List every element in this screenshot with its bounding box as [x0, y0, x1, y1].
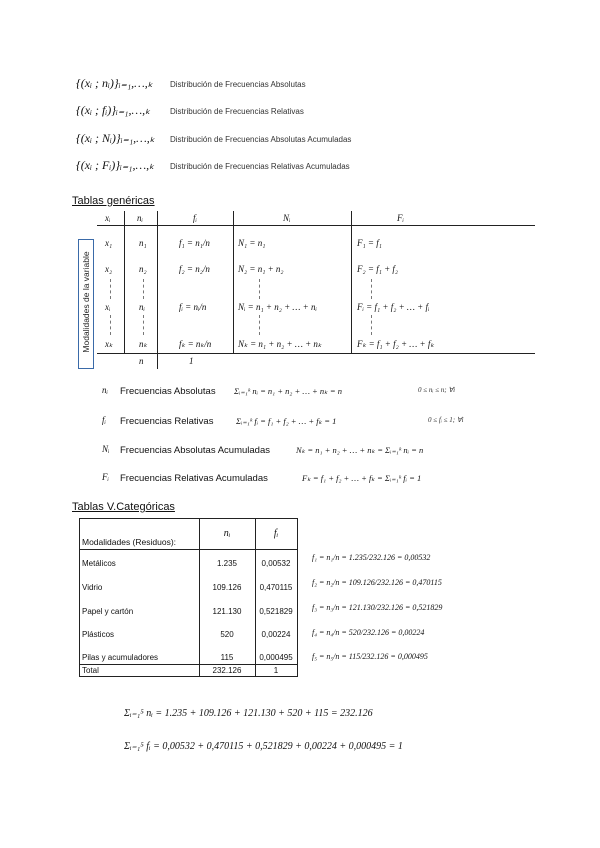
legend-condition: 0 ≤ nᵢ ≤ n; ∀i — [418, 386, 456, 394]
row-ni: 115 — [220, 653, 234, 662]
total-f: 1 — [189, 356, 194, 366]
legend-absolute — [96, 381, 516, 403]
ellipsis-line — [143, 279, 144, 299]
row-ni: 1.235 — [216, 559, 238, 568]
legend-label: Frecuencias Absolutas — [120, 386, 216, 397]
header-N: Nᵢ — [283, 213, 291, 223]
legend-label: Frecuencias Relativas Acumuladas — [120, 473, 268, 484]
cell-xi: xᵢ — [105, 302, 111, 312]
row-fi: 0,00532 — [261, 559, 291, 568]
cell-ni: nᵢ — [139, 302, 145, 312]
row-label: Papel y cartón — [82, 607, 134, 616]
legend-absolute-cumulative — [96, 440, 516, 462]
row-fi: 0,00224 — [261, 630, 291, 639]
legend-condition: 0 ≤ fᵢ ≤ 1; ∀i — [428, 416, 464, 424]
cell-Fi: Fᵢ = f₁ + f₂ + … + fᵢ — [357, 302, 430, 312]
cell-f2: f₂ = n₂/n — [179, 264, 210, 274]
modalities-box — [78, 239, 94, 369]
cell-fi: fᵢ = nᵢ/n — [179, 302, 207, 312]
distribution-notation: {(xᵢ ; Fᵢ)}ᵢ₌₁,…,ₖ — [76, 158, 155, 172]
row-ni: 121.130 — [212, 607, 242, 616]
total-label: Total — [82, 666, 99, 675]
generic-frequency-table — [75, 211, 535, 369]
legend-symbol: fᵢ — [102, 415, 106, 425]
modalities-label: Modalidades de la variable — [81, 251, 91, 353]
cell-F2: F₂ = f₁ + f₂ — [357, 264, 399, 274]
cell-N1: N₁ = n₁ — [238, 238, 266, 248]
row-fi: 0,521829 — [259, 607, 293, 616]
distribution-notation: {(xᵢ ; fᵢ)}ᵢ₌₁,…,ₖ — [76, 103, 151, 117]
legend-formula: Nₖ = n₁ + n₂ + … + nₖ = Σᵢ₌₁ᵏ nᵢ = n — [296, 445, 424, 455]
row-label: Pilas y acumuladores — [82, 653, 159, 662]
legend-label: Frecuencias Relativas — [120, 416, 214, 427]
column-divider — [233, 211, 234, 353]
ellipsis-line — [371, 279, 372, 299]
cell-Fk: Fₖ = f₁ + f₂ + … + fₖ — [357, 339, 435, 349]
distribution-relative — [76, 103, 496, 123]
row-label: Metálicos — [82, 559, 116, 568]
total-rule — [80, 664, 297, 665]
legend-label: Frecuencias Absolutas Acumuladas — [120, 445, 270, 456]
distribution-label: Distribución de Frecuencias Absolutas — [170, 80, 306, 89]
distribution-label: Distribución de Frecuencias Absolutas Acumuladas — [170, 135, 352, 144]
cell-Ni: Nᵢ = n₁ + n₂ + … + nᵢ — [238, 302, 317, 312]
header-fi: fᵢ — [273, 528, 279, 539]
header-f: fᵢ — [193, 213, 197, 223]
distribution-label: Distribución de Frecuencias Relativas — [170, 107, 304, 116]
total-fi: 1 — [273, 666, 279, 675]
row-label: Vidrio — [82, 583, 103, 592]
cell-Nk: Nₖ = n₁ + n₂ + … + nₖ — [238, 339, 322, 349]
ellipsis-line — [259, 315, 260, 335]
ellipsis-line — [110, 315, 111, 335]
distribution-notation: {(xᵢ ; nᵢ)}ᵢ₌₁,…,ₖ — [76, 76, 153, 90]
cell-nk: nₖ — [139, 339, 148, 349]
categorical-table — [79, 518, 298, 677]
sum-fi: Σᵢ₌₁⁵ fᵢ = 0,00532 + 0,470115 + 0,521829 + 0,00224 + 0,000495 = 1 — [124, 741, 403, 752]
header-n: nᵢ — [137, 213, 143, 223]
calc-f5: f₅ = n₅/n = 115/232.126 = 0,000495 — [312, 652, 428, 661]
column-divider — [351, 211, 352, 353]
calc-f4: f₄ = n₄/n = 520/232.126 = 0,00224 — [312, 628, 425, 637]
ellipsis-line — [259, 279, 260, 299]
distribution-absolute — [76, 76, 496, 96]
header-rule — [80, 549, 297, 550]
ellipsis-line — [110, 279, 111, 299]
cell-n1: n₁ — [139, 238, 147, 248]
cell-n2: n₂ — [139, 264, 147, 274]
legend-formula: Σᵢ₌₁ᵏ fᵢ = f₁ + f₂ + … + fₖ = 1 — [236, 416, 337, 426]
calc-f3: f₃ = n₃/n = 121.130/232.126 = 0,521829 — [312, 603, 443, 612]
row-fi: 0,000495 — [259, 653, 293, 662]
row-ni: 109.126 — [212, 583, 242, 592]
cell-x1: x₁ — [105, 238, 113, 248]
cell-N2: N₂ = n₁ + n₂ — [238, 264, 284, 274]
header-ni: nᵢ — [223, 528, 231, 539]
distribution-label: Distribución de Frecuencias Relativas Acumuladas — [170, 162, 350, 171]
header-x: xᵢ — [105, 213, 111, 223]
header-F: Fᵢ — [397, 213, 404, 223]
row-label: Plásticos — [82, 630, 115, 639]
categorical-tables-title: Tablas V.Categóricas — [72, 501, 175, 513]
sum-ni: Σᵢ₌₁⁵ nᵢ = 1.235 + 109.126 + 121.130 + 520 + 115 = 232.126 — [124, 708, 373, 719]
total-rule — [97, 353, 535, 354]
total-ni: 232.126 — [212, 666, 242, 675]
calc-f1: f₁ = n₁/n = 1.235/232.126 = 0,00532 — [312, 553, 431, 562]
distribution-absolute-cumulative — [76, 131, 496, 151]
legend-formula: Fₖ = f₁ + f₂ + … + fₖ = Σᵢ₌₁ᵏ fᵢ = 1 — [302, 473, 422, 483]
legend-symbol: Fᵢ — [102, 472, 109, 482]
total-n: n — [139, 356, 144, 366]
header-modalities: Modalidades (Residuos): — [82, 537, 177, 547]
legend-symbol: nᵢ — [102, 385, 108, 395]
distribution-relative-cumulative — [76, 158, 496, 178]
row-fi: 0,470115 — [259, 583, 293, 592]
column-divider — [157, 211, 158, 369]
distribution-notation: {(xᵢ ; Nᵢ)}ᵢ₌₁,…,ₖ — [76, 131, 155, 145]
legend-symbol: Nᵢ — [102, 444, 110, 454]
row-ni: 520 — [220, 630, 234, 639]
legend-relative — [96, 411, 516, 433]
header-rule — [97, 225, 535, 226]
cell-xk: xₖ — [105, 339, 113, 349]
ellipsis-line — [143, 315, 144, 335]
legend-relative-cumulative — [96, 468, 516, 490]
generic-tables-title: Tablas genéricas — [72, 195, 155, 207]
cell-F1: F₁ = f₁ — [357, 238, 382, 248]
calc-f2: f₂ = n₂/n = 109.126/232.126 = 0,470115 — [312, 578, 442, 587]
cell-fk: fₖ = nₖ/n — [179, 339, 212, 349]
cell-f1: f₁ = n₁/n — [179, 238, 210, 248]
ellipsis-line — [371, 315, 372, 335]
legend-formula: Σᵢ₌₁ᵏ nᵢ = n₁ + n₂ + … + nₖ = n — [234, 386, 342, 396]
cell-x2: x₂ — [105, 264, 113, 274]
column-divider — [124, 211, 125, 353]
